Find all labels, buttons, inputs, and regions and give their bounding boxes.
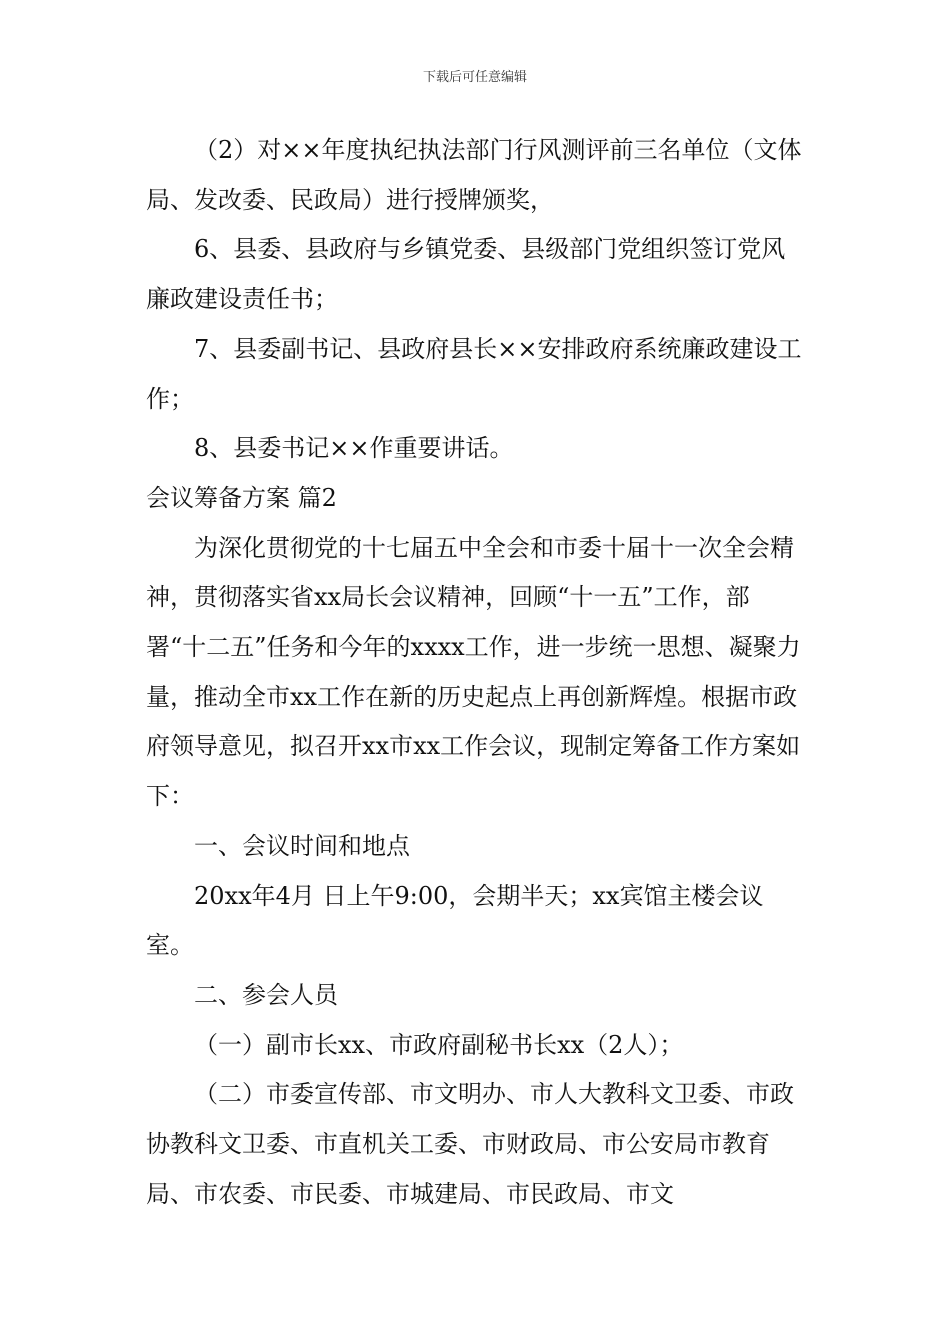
document-body: [146, 126, 808, 1219]
section-heading: 会议筹备方案 篇2: [146, 483, 337, 512]
paragraph: 7、县委副书记、县政府县长××安排政府系统廉政建设工作；: [146, 334, 802, 413]
paragraph: 二、参会人员: [194, 980, 338, 1009]
paragraph: 6、县委、县政府与乡镇党委、县级部门党组织签订党风廉政建设责任书；: [146, 235, 786, 314]
paragraph: 20xx年4月 日上午9:00，会期半天；xx宾馆主楼会议室。: [146, 881, 764, 960]
paragraph: （2）对××年度执纪执法部门行风测评前三名单位（文体局、发改委、民政局）进行授牌颁奖，: [146, 136, 802, 214]
paragraph: （二）市委宣传部、市文明办、市人大教科文卫委、市政协教科文卫委、市直机关工委、市财政局、市公安局市教育局、市农委、市民委、市城建局、市民政局、市文: [146, 1080, 794, 1208]
paragraph: 8、县委书记××作重要讲话。: [194, 434, 514, 463]
page-header: 下载后可任意编辑: [422, 70, 527, 85]
paragraph: 一、会议时间和地点: [194, 831, 410, 860]
paragraph: 为深化贯彻党的十七届五中全会和市委十届十一次全会精神，贯彻落实省xx局长会议精神，回顾“十一五”工作，部署“十二五”任务和今年的xxxx工作，进一步统一思想、凝聚力量，推动全市xx工作在新的历史起点上再创新辉煌。根据市政府领导意见，拟召开xx市xx工作会议，现制定筹备工作方案如下：: [146, 533, 801, 811]
paragraph: （一）副市长xx、市政府副秘书长xx（2人）；: [194, 1030, 684, 1059]
